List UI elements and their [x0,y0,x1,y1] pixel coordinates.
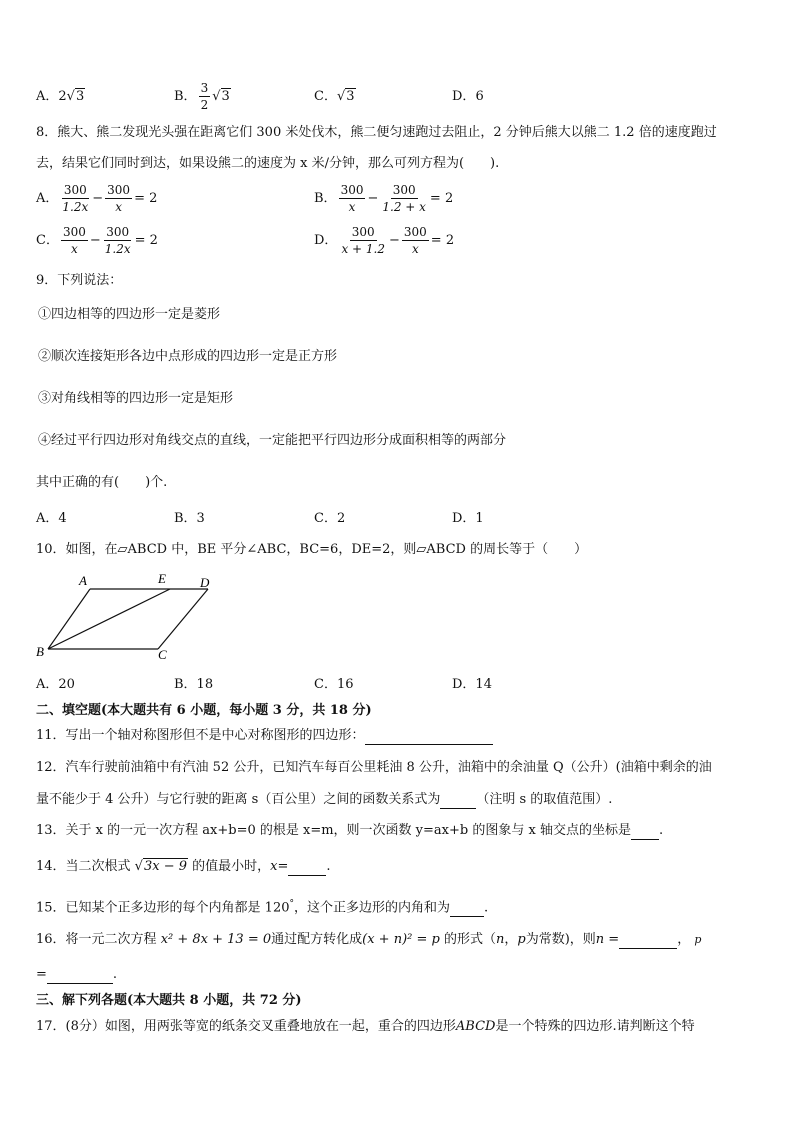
q10-option-c: C．16 [314,677,354,692]
q16-line1: 16．将一元二次方程 x² + 8x + 13 = 0通过配方转化成(x + n)² = p 的形式（n，p为常数)，则n = ， p [36,932,702,947]
q12-line1: 12．汽车行驶前油箱中有汽油 52 公升，已知汽车每百公里耗油 8 公升，油箱中的余油量 Q（公升）(油箱中剩余的油 [36,760,712,775]
section-2-heading: 二、填空题(本大题共有 6 小题，每小题 3 分，共 18 分) [36,703,372,718]
q9-item-3: ③对角线相等的四边形一定是矩形 [38,391,234,406]
q8-option-b: B． $\frac{300}{x}$ − $\frac{300}{1.2 + x}$ = 2 [314,183,454,214]
label-e: E [158,571,166,586]
label-c: C [158,647,167,662]
q7-option-b: B． $\frac{3}{2}$ √3 [174,81,230,112]
q11: 11．写出一个轴对称图形但不是中心对称图形的四边形： [36,727,493,745]
label-d: D [200,575,210,590]
segment-be [48,589,170,649]
q8-stem-line1: 8．熊大、熊二发现光头强在距离它们 300 米处伐木，熊二便匀速跑过去阻止，2 分钟后熊大以熊二 1.2 倍的速度跑过 [36,125,717,140]
q9-question: 其中正确的有( )个. [36,475,168,490]
q7-option-d: D．6 [452,89,484,104]
q12-answer-blank [440,808,476,809]
q9-option-a: A．4 [36,511,67,526]
q9-item-4: ④经过平行四边形对角线交点的直线，一定能把平行四边形分成面积相等的两部分 [38,433,507,448]
q7-option-c: C．√3 [314,89,355,104]
q8-stem-line2: 去，结果它们同时到达，如果设熊二的速度为 x 米/分钟，那么可列方程为( ). [36,156,500,171]
side-cd [158,589,208,649]
q17-line1: 17．(8分）如图，用两张等宽的纸条交叉重叠地放在一起，重合的四边形ABCD是一个特殊的四边形.请判断这个特 [36,1019,695,1034]
q7-option-a: A．2√3 [36,89,85,104]
q15: 15．已知某个正多边形的每个内角都是 120°，这个正多边形的内角和为 . [36,899,489,916]
q9-option-c: C．2 [314,511,346,526]
q12-line2: 量不能少于 4 公升）与它行驶的距离 s（百公里）之间的函数关系式为 （注明 s 的取值范围）. [36,792,613,807]
parallelogram-figure [30,568,230,663]
label-a: A [79,573,87,588]
section-3-heading: 三、解下列各题(本大题共 8 小题，共 72 分) [36,993,302,1008]
q9-option-d: D．1 [452,511,484,526]
q8-option-d: D． $\frac{300}{x + 1.2}$ − $\frac{300}{x}$ = 2 [314,225,455,256]
q9-item-2: ②顺次连接矩形各边中点形成的四边形一定是正方形 [38,349,338,364]
q10-option-a: A．20 [36,677,75,692]
q8-option-c: C． $\frac{300}{x}$ − $\frac{300}{1.2x}$ = 2 [36,225,158,256]
label-b: B [36,644,44,659]
q10-stem: 10．如图，在▱ABCD 中，BE 平分∠ABC，BC=6，DE=2，则▱ABCD 的周长等于（ ） [36,542,588,557]
q16-p-answer-blank [47,983,113,984]
q10-option-d: D．14 [452,677,492,692]
q9-option-b: B．3 [174,511,205,526]
q11-answer-blank [365,744,493,745]
q15-answer-blank [450,916,484,917]
q13: 13．关于 x 的一元一次方程 ax+b=0 的根是 x=m，则一次函数 y=ax+b 的图象与 x 轴交点的坐标是 . [36,823,664,838]
q16-n-answer-blank [619,948,677,949]
q8-option-a: A． $\frac{300}{1.2x}$ − $\frac{300}{x}$ = 2 [36,183,158,214]
q9-item-1: ①四边相等的四边形一定是菱形 [38,307,221,322]
q16-line2: = . [36,967,118,982]
q10-option-b: B．18 [174,677,214,692]
q13-answer-blank [631,839,659,840]
side-ab [48,589,90,649]
q14: 14．当二次根式 √3x − 9 的值最小时，x= . [36,859,331,874]
q9-stem: 9．下列说法： [36,273,123,288]
q14-answer-blank [288,875,326,876]
